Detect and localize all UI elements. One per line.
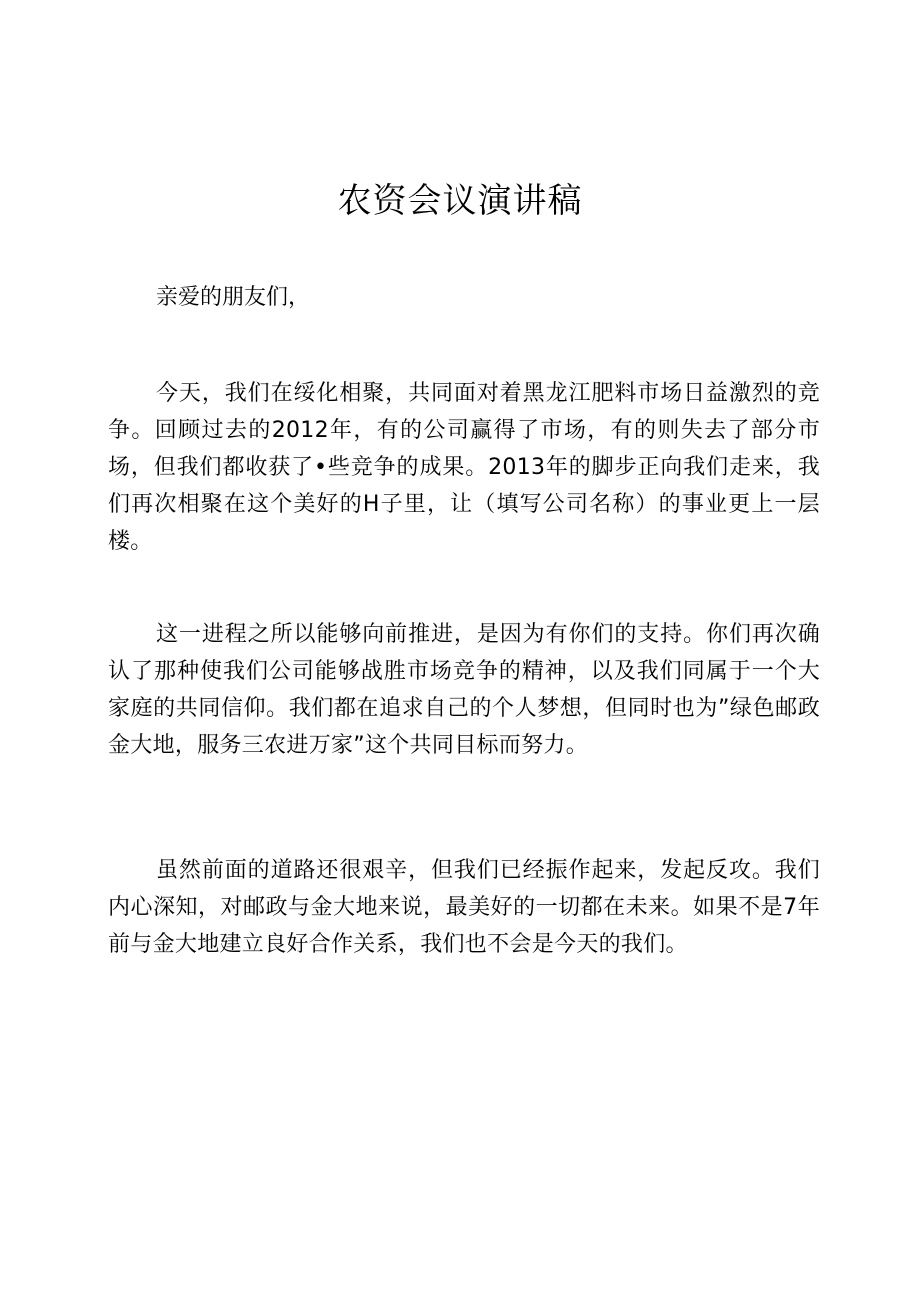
page-title: 农资会议演讲稿 (337, 181, 583, 221)
paragraph-1: 今天，我们在绥化相聚，共同面对着黑龙江肥料市场日益激烈的竞争。回顾过去的2012年，有的公司赢得了市场，有的则失去了部分市场，但我们都收获了•些竞争的成果。2013年的脚步正向我们走来，我们再次相聚在这个美好的H子里，让（填写公司名称）的事业更上一层楼。 (108, 381, 820, 554)
paragraph-3: 虽然前面的道路还很艰辛，但我们已经振作起来，发起反攻。我们内心深知，对邮政与金大地来说，最美好的一切都在未来。如果不是7年前与金大地建立良好合作关系，我们也不会是今天的我们。 (108, 858, 820, 957)
paragraph-2: 这一进程之所以能够向前推进，是因为有你们的支持。你们再次确认了那种使我们公司能够战胜市场竞争的精神，以及我们同属于一个大家庭的共同信仰。我们都在追求自己的个人梦想，但同时也为”绿色邮政金大地，服务三农进万家”这个共同目标而努力。 (108, 622, 820, 758)
greeting: 亲爱的朋友们， (156, 285, 311, 310)
